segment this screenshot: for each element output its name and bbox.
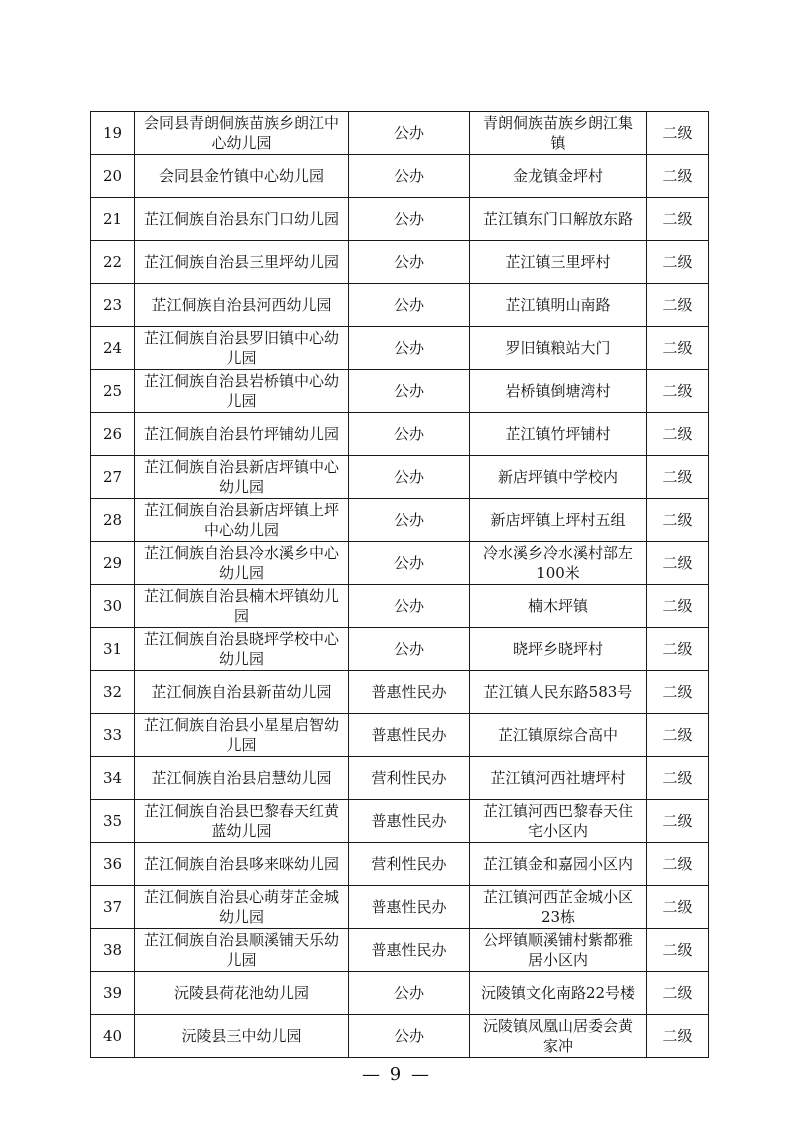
level-cell: 二级 <box>647 198 709 241</box>
school-type-cell: 公办 <box>349 284 470 327</box>
school-type-cell: 公办 <box>349 241 470 284</box>
kindergarten-name-cell: 芷江侗族自治县河西幼儿园 <box>135 284 349 327</box>
level-cell: 二级 <box>647 327 709 370</box>
level-cell: 二级 <box>647 112 709 155</box>
kindergarten-name-cell: 芷江侗族自治县心萌芽芷金城幼儿园 <box>135 886 349 929</box>
school-type-cell: 普惠性民办 <box>349 800 470 843</box>
row-number-cell: 22 <box>91 241 135 284</box>
address-cell: 芷江镇人民东路583号 <box>470 671 647 714</box>
table-row <box>91 843 709 886</box>
address-cell: 新店坪镇上坪村五组 <box>470 499 647 542</box>
row-number-cell: 36 <box>91 843 135 886</box>
address-cell: 芷江镇东门口解放东路 <box>470 198 647 241</box>
address-cell: 楠木坪镇 <box>470 585 647 628</box>
address-cell: 芷江镇河西巴黎春天住宅小区内 <box>470 800 647 843</box>
kindergarten-name-cell: 芷江侗族自治县巴黎春天红黄蓝幼儿园 <box>135 800 349 843</box>
school-type-cell: 公办 <box>349 542 470 585</box>
school-type-cell: 公办 <box>349 112 470 155</box>
level-cell: 二级 <box>647 585 709 628</box>
table-row <box>91 542 709 585</box>
kindergarten-name-cell: 芷江侗族自治县新店坪镇中心幼儿园 <box>135 456 349 499</box>
row-number-cell: 29 <box>91 542 135 585</box>
kindergarten-name-cell: 芷江侗族自治县三里坪幼儿园 <box>135 241 349 284</box>
table-row <box>91 972 709 1015</box>
school-type-cell: 公办 <box>349 972 470 1015</box>
table-row <box>91 1015 709 1058</box>
school-type-cell: 普惠性民办 <box>349 714 470 757</box>
kindergarten-name-cell: 芷江侗族自治县罗旧镇中心幼儿园 <box>135 327 349 370</box>
school-type-cell: 公办 <box>349 370 470 413</box>
address-cell: 公坪镇顺溪铺村紫都雅居小区内 <box>470 929 647 972</box>
level-cell: 二级 <box>647 628 709 671</box>
table-row <box>91 370 709 413</box>
table-row <box>91 671 709 714</box>
row-number-cell: 25 <box>91 370 135 413</box>
kindergarten-name-cell: 芷江侗族自治县哆来咪幼儿园 <box>135 843 349 886</box>
table-row <box>91 585 709 628</box>
row-number-cell: 30 <box>91 585 135 628</box>
school-type-cell: 普惠性民办 <box>349 929 470 972</box>
school-type-cell: 公办 <box>349 1015 470 1058</box>
kindergarten-name-cell: 芷江侗族自治县新店坪镇上坪中心幼儿园 <box>135 499 349 542</box>
table-row <box>91 284 709 327</box>
address-cell: 冷水溪乡冷水溪村部左100米 <box>470 542 647 585</box>
kindergarten-name-cell: 沅陵县荷花池幼儿园 <box>135 972 349 1015</box>
school-type-cell: 公办 <box>349 456 470 499</box>
address-cell: 青朗侗族苗族乡朗江集镇 <box>470 112 647 155</box>
kindergarten-name-cell: 芷江侗族自治县晓坪学校中心幼儿园 <box>135 628 349 671</box>
school-type-cell: 公办 <box>349 499 470 542</box>
school-type-cell: 公办 <box>349 155 470 198</box>
table-row <box>91 628 709 671</box>
school-type-cell: 公办 <box>349 413 470 456</box>
level-cell: 二级 <box>647 241 709 284</box>
address-cell: 岩桥镇倒塘湾村 <box>470 370 647 413</box>
kindergarten-name-cell: 芷江侗族自治县启慧幼儿园 <box>135 757 349 800</box>
table-row <box>91 241 709 284</box>
level-cell: 二级 <box>647 800 709 843</box>
table-row <box>91 327 709 370</box>
table-body <box>91 112 709 1058</box>
kindergarten-name-cell: 芷江侗族自治县楠木坪镇幼儿园 <box>135 585 349 628</box>
level-cell: 二级 <box>647 155 709 198</box>
row-number-cell: 24 <box>91 327 135 370</box>
row-number-cell: 20 <box>91 155 135 198</box>
row-number-cell: 39 <box>91 972 135 1015</box>
table-row <box>91 886 709 929</box>
level-cell: 二级 <box>647 714 709 757</box>
kindergarten-name-cell: 会同县金竹镇中心幼儿园 <box>135 155 349 198</box>
kindergarten-table <box>90 111 709 1058</box>
table-row <box>91 714 709 757</box>
row-number-cell: 28 <box>91 499 135 542</box>
level-cell: 二级 <box>647 456 709 499</box>
address-cell: 芷江镇明山南路 <box>470 284 647 327</box>
level-cell: 二级 <box>647 757 709 800</box>
row-number-cell: 27 <box>91 456 135 499</box>
row-number-cell: 21 <box>91 198 135 241</box>
level-cell: 二级 <box>647 542 709 585</box>
kindergarten-name-cell: 会同县青朗侗族苗族乡朗江中心幼儿园 <box>135 112 349 155</box>
level-cell: 二级 <box>647 413 709 456</box>
school-type-cell: 公办 <box>349 628 470 671</box>
address-cell: 沅陵镇凤凰山居委会黄家冲 <box>470 1015 647 1058</box>
page-number: — 9 — <box>362 1064 431 1085</box>
table-row <box>91 413 709 456</box>
row-number-cell: 33 <box>91 714 135 757</box>
level-cell: 二级 <box>647 370 709 413</box>
level-cell: 二级 <box>647 671 709 714</box>
row-number-cell: 38 <box>91 929 135 972</box>
level-cell: 二级 <box>647 929 709 972</box>
row-number-cell: 35 <box>91 800 135 843</box>
level-cell: 二级 <box>647 972 709 1015</box>
table-row <box>91 198 709 241</box>
school-type-cell: 普惠性民办 <box>349 671 470 714</box>
table-row <box>91 456 709 499</box>
school-type-cell: 公办 <box>349 198 470 241</box>
address-cell: 金龙镇金坪村 <box>470 155 647 198</box>
kindergarten-name-cell: 芷江侗族自治县顺溪铺天乐幼儿园 <box>135 929 349 972</box>
table-row <box>91 929 709 972</box>
table-row <box>91 155 709 198</box>
school-type-cell: 公办 <box>349 327 470 370</box>
row-number-cell: 19 <box>91 112 135 155</box>
address-cell: 罗旧镇粮站大门 <box>470 327 647 370</box>
address-cell: 芷江镇原综合高中 <box>470 714 647 757</box>
kindergarten-name-cell: 芷江侗族自治县竹坪铺幼儿园 <box>135 413 349 456</box>
table-row <box>91 499 709 542</box>
school-type-cell: 营利性民办 <box>349 757 470 800</box>
address-cell: 芷江镇河西芷金城小区23栋 <box>470 886 647 929</box>
kindergarten-name-cell: 芷江侗族自治县岩桥镇中心幼儿园 <box>135 370 349 413</box>
table-row <box>91 112 709 155</box>
school-type-cell: 普惠性民办 <box>349 886 470 929</box>
level-cell: 二级 <box>647 499 709 542</box>
address-cell: 沅陵镇文化南路22号楼 <box>470 972 647 1015</box>
row-number-cell: 40 <box>91 1015 135 1058</box>
kindergarten-name-cell: 沅陵县三中幼儿园 <box>135 1015 349 1058</box>
address-cell: 芷江镇竹坪铺村 <box>470 413 647 456</box>
kindergarten-name-cell: 芷江侗族自治县新苗幼儿园 <box>135 671 349 714</box>
row-number-cell: 37 <box>91 886 135 929</box>
table-row <box>91 800 709 843</box>
school-type-cell: 公办 <box>349 585 470 628</box>
address-cell: 晓坪乡晓坪村 <box>470 628 647 671</box>
row-number-cell: 26 <box>91 413 135 456</box>
level-cell: 二级 <box>647 1015 709 1058</box>
row-number-cell: 23 <box>91 284 135 327</box>
level-cell: 二级 <box>647 284 709 327</box>
address-cell: 新店坪镇中学校内 <box>470 456 647 499</box>
kindergarten-name-cell: 芷江侗族自治县东门口幼儿园 <box>135 198 349 241</box>
address-cell: 芷江镇河西社塘坪村 <box>470 757 647 800</box>
row-number-cell: 31 <box>91 628 135 671</box>
address-cell: 芷江镇金和嘉园小区内 <box>470 843 647 886</box>
school-type-cell: 营利性民办 <box>349 843 470 886</box>
row-number-cell: 34 <box>91 757 135 800</box>
level-cell: 二级 <box>647 843 709 886</box>
address-cell: 芷江镇三里坪村 <box>470 241 647 284</box>
table-row <box>91 757 709 800</box>
level-cell: 二级 <box>647 886 709 929</box>
row-number-cell: 32 <box>91 671 135 714</box>
kindergarten-name-cell: 芷江侗族自治县冷水溪乡中心幼儿园 <box>135 542 349 585</box>
kindergarten-name-cell: 芷江侗族自治县小星星启智幼儿园 <box>135 714 349 757</box>
